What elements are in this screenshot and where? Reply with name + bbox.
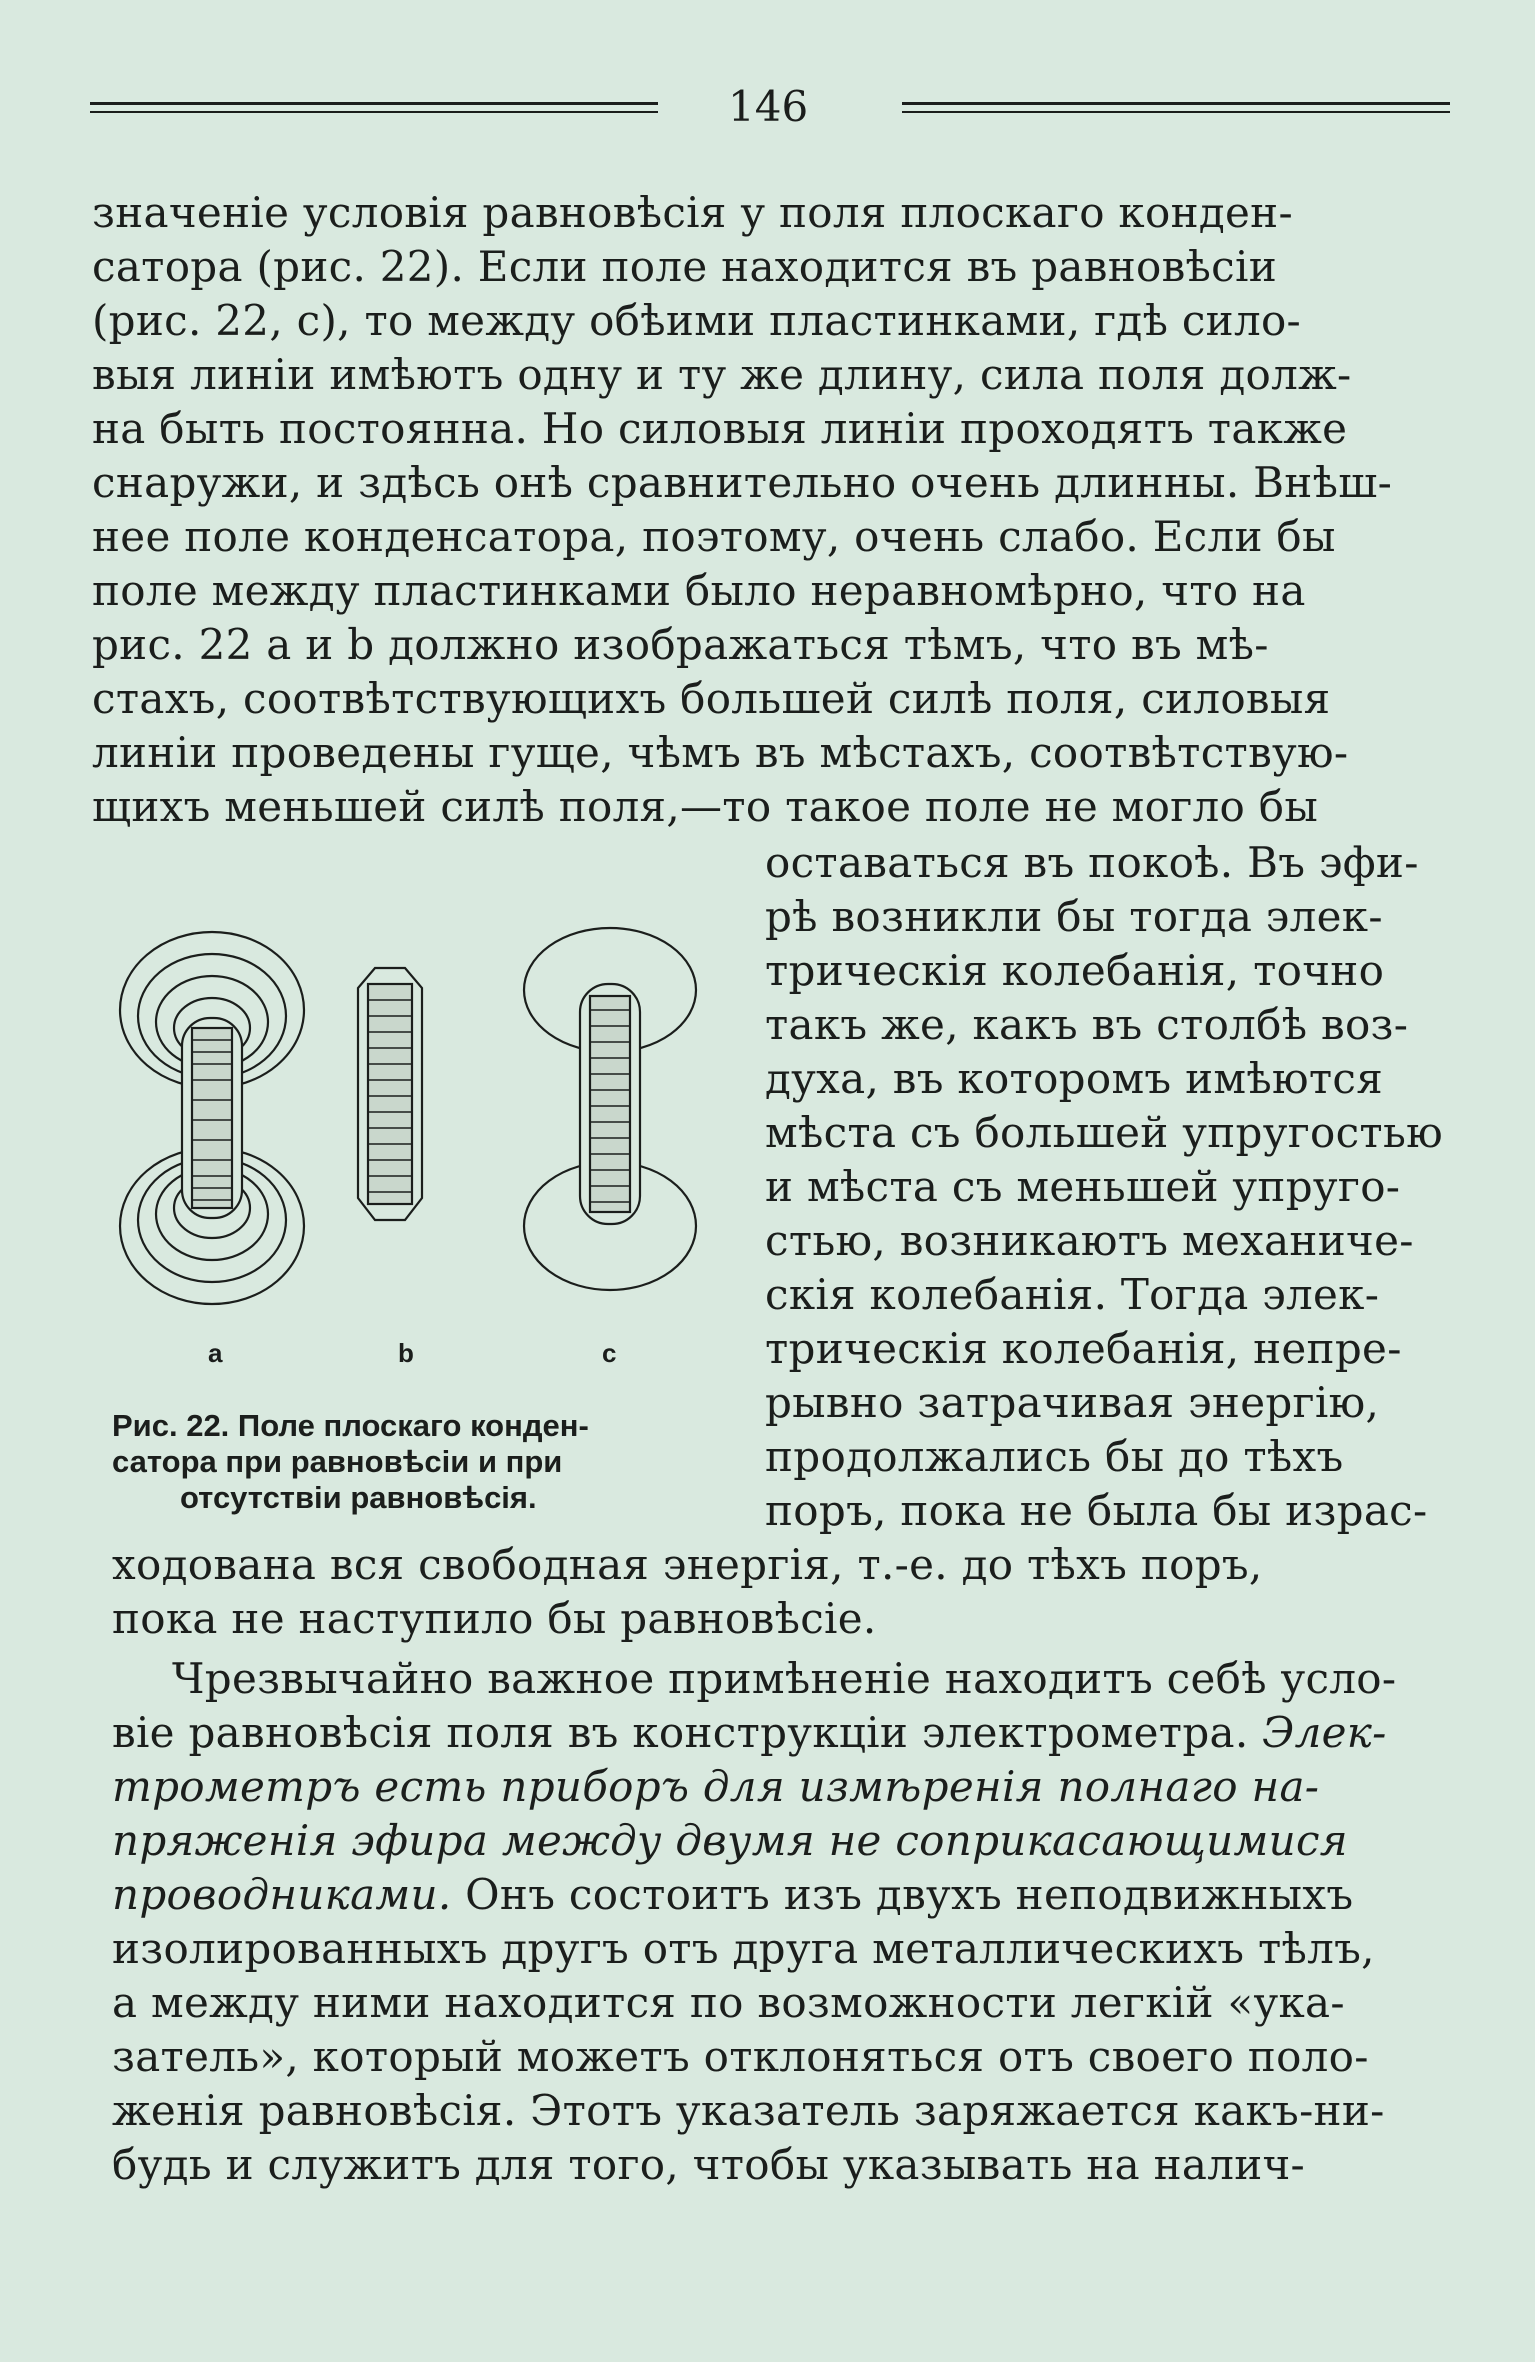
text-line: Чрезвычайно важное примѣненiе находитъ себѣ усло- [172,1654,1397,1703]
text-line: пока не наступило бы равновѣсiе. [112,1594,877,1643]
text-line: затель», который можетъ отклоняться отъ своего поло- [112,2032,1369,2081]
capacitor-a [120,932,304,1304]
capacitor-c [524,928,696,1290]
text-line: трическiя колебанiя, непре- [765,1324,1402,1373]
figure-caption-line: отсутствiи равновѣсiя. [180,1480,537,1515]
text-line: вiе равновѣсiя поля въ конструкцiи электрометра. Элек- [112,1708,1387,1757]
text-line: продолжались бы до тѣхъ [765,1432,1344,1481]
figure-caption-line: Рис. 22. Поле плоскаго конден- [112,1408,589,1443]
text-line: стью, возникаютъ механиче- [765,1216,1414,1265]
text-line: женiя равновѣсiя. Этотъ указатель заряжается какъ-ни- [112,2086,1385,2135]
header-rule-right [902,102,1450,118]
text-line: линiи проведены гуще, чѣмъ въ мѣстахъ, соотвѣтствую- [92,728,1349,777]
text-line: рывно затрачивая энергiю, [765,1378,1380,1427]
figure-caption-line: сатора при равновѣсiи и при [112,1444,563,1479]
figure-label-a: a [208,1338,223,1368]
text-line: а между ними находится по возможности легкiй «ука- [112,1978,1345,2027]
capacitor-b [358,968,422,1220]
text-line: такъ же, какъ въ столбѣ воз- [765,1000,1409,1049]
figure-label-c: c [602,1338,617,1368]
figure-22-capacitor-fields [110,920,710,1340]
page-header [0,82,1535,142]
text-line: ходована вся свободная энергiя, т.-е. до тѣхъ поръ, [112,1540,1263,1589]
text-line: щихъ меньшей силѣ поля,—то такое поле не могло бы [92,782,1319,831]
text-line: изолированныхъ другъ отъ друга металлическихъ тѣлъ, [112,1924,1375,1973]
figure-label-b: b [398,1338,414,1368]
text-line: трометръ есть приборъ для измѣренiя полнаго на- [112,1762,1320,1811]
page-number: 146 [728,82,809,131]
text-line: сатора (рис. 22). Если поле находится въ равновѣсiи [92,242,1278,291]
text-line: пряженiя эфира между двумя не соприкасающимися [112,1816,1348,1865]
header-rule-left [90,102,658,118]
text-line: духа, въ которомъ имѣются [765,1054,1383,1103]
text-line: рис. 22 a и b должно изображаться тѣмъ, что въ мѣ- [92,620,1269,669]
text-line: нее поле конденсатора, поэтому, очень слабо. Если бы [92,512,1336,561]
text-line: проводниками. Онъ состоитъ изъ двухъ неподвижныхъ [112,1870,1354,1919]
text-line: стахъ, соотвѣтствующихъ большей силѣ поля, силовыя [92,674,1331,723]
text-line: поръ, пока не была бы израс- [765,1486,1428,1535]
text-line: скiя колебанiя. Тогда элек- [765,1270,1380,1319]
text-line: снаружи, и здѣсь онѣ сравнительно очень длинны. Внѣш- [92,458,1393,507]
text-line: рѣ возникли бы тогда элек- [765,892,1383,941]
text-line: значенiе условiя равновѣсiя у поля плоскаго конден- [92,188,1293,237]
text-line: на быть постоянна. Но силовыя линiи проходятъ также [92,404,1348,453]
text-line: и мѣста съ меньшей упруго- [765,1162,1401,1211]
text-line: поле между пластинками было неравномѣрно, что на [92,566,1306,615]
text-line: трическiя колебанiя, точно [765,946,1385,995]
text-line: будь и служитъ для того, чтобы указывать на налич- [112,2140,1306,2189]
text-line: выя линiи имѣютъ одну и ту же длину, сила поля долж- [92,350,1352,399]
text-line: мѣста съ большей упругостью [765,1108,1443,1157]
text-line: оставаться въ покоѣ. Въ эфи- [765,838,1419,887]
text-line: (рис. 22, с), то между обѣими пластинками, гдѣ сило- [92,296,1302,345]
